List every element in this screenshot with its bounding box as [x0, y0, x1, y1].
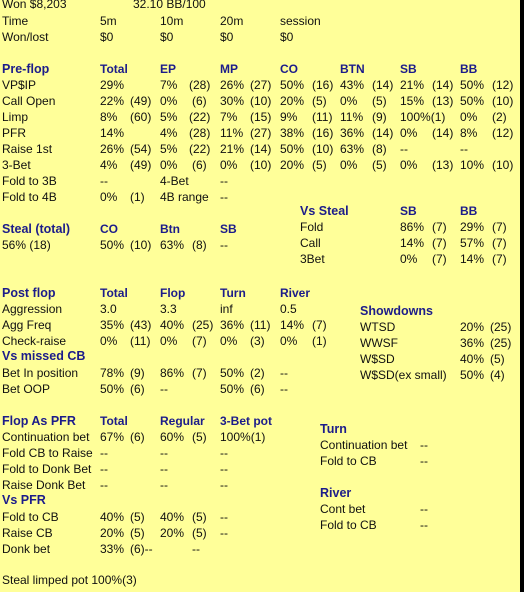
stat-value: 20% — [280, 94, 305, 108]
stat-value: 0% — [400, 158, 418, 172]
stat-value: 7% — [160, 78, 178, 92]
stat-value: 50% — [460, 368, 485, 382]
stat-count: (25) — [192, 318, 214, 332]
stat-label: Check-raise — [2, 334, 67, 348]
stat-value: 0% — [280, 334, 298, 348]
stat-value: -- — [220, 174, 228, 188]
stat-count: (15) — [250, 110, 272, 124]
stat-value: 3.3 — [160, 302, 177, 316]
preflop-header-bb: BB — [460, 62, 478, 76]
stat-label: Call Open — [2, 94, 56, 108]
stat-label: W$SD(ex small) — [360, 368, 447, 382]
stat-label: W$SD — [360, 352, 395, 366]
stat-count: (5) — [192, 510, 207, 524]
stat-value: 43% — [340, 78, 365, 92]
stat-value: -- — [460, 142, 468, 156]
wonlost-label: Won/lost — [2, 30, 49, 44]
stat-value: -- — [160, 382, 168, 396]
stat-value: -- — [220, 238, 228, 252]
stat-count: (11) — [312, 110, 333, 124]
stat-value: 29% — [460, 220, 485, 234]
stat-count: (7) — [312, 318, 327, 332]
stat-value: 86% — [160, 366, 185, 380]
preflop-header-sb: SB — [400, 62, 417, 76]
stat-value: 50% — [460, 78, 485, 92]
stat-value: 11% — [220, 126, 244, 140]
stat-count: (1) — [130, 190, 145, 204]
stat-count: (10) — [492, 94, 514, 108]
stat-value: 33% — [100, 542, 125, 556]
stat-value: 9% — [280, 110, 298, 124]
stat-count: (43) — [130, 318, 152, 332]
stat-value: 0% — [160, 94, 178, 108]
stat-count: (5) — [192, 430, 207, 444]
stat-value: 50% — [460, 94, 485, 108]
stat-value: 29% — [100, 78, 125, 92]
stat-value: 0% — [340, 158, 358, 172]
stat-value: 63% — [160, 238, 185, 252]
stat-value: 8% — [100, 110, 118, 124]
stat-value: 86% — [400, 220, 425, 234]
preflop-header-btn: BTN — [340, 62, 365, 76]
stat-label: Fold to 4B — [2, 190, 57, 204]
stat-count: (49) — [130, 94, 152, 108]
stat-value: 21% — [400, 78, 425, 92]
stat-label: Fold to 3B — [2, 174, 57, 188]
stat-value: -- — [220, 446, 228, 460]
stat-value: 14% — [280, 318, 305, 332]
stat-label: 4B range — [160, 190, 209, 204]
stat-value: -- — [420, 438, 428, 452]
stat-count: (14) — [372, 126, 394, 140]
vs-missed-cb-title: Vs missed CB — [2, 349, 86, 363]
stat-count: (10) — [250, 158, 272, 172]
stat-value: 100%(1) — [400, 110, 446, 124]
stat-value: -- — [192, 542, 200, 556]
time-col-5m: 5m — [100, 14, 117, 28]
stat-value: 20% — [100, 526, 125, 540]
steal-header-btn: Btn — [160, 222, 180, 236]
stat-count: (16) — [312, 126, 334, 140]
stat-count: (5) — [372, 158, 387, 172]
stat-value: -- — [420, 502, 428, 516]
stat-value: 4% — [100, 158, 118, 172]
stat-value: 14% — [100, 126, 125, 140]
stat-count: (14) — [372, 78, 394, 92]
stat-value: -- — [160, 462, 168, 476]
stat-label: PFR — [2, 126, 26, 140]
stat-value: 0% — [160, 158, 178, 172]
stat-value: 40% — [160, 318, 185, 332]
preflop-header-ep: EP — [160, 62, 177, 76]
stat-count: (14) — [250, 142, 272, 156]
stat-value: 26% — [220, 78, 245, 92]
stat-count: (6) — [250, 382, 265, 396]
stat-value: -- — [220, 510, 228, 524]
stat-label: Agg Freq — [2, 318, 52, 332]
stat-label: WWSF — [360, 336, 398, 350]
stat-value: 30% — [220, 94, 245, 108]
stat-label: VP$IP — [2, 78, 37, 92]
stat-value: 21% — [220, 142, 245, 156]
time-label: Time — [2, 14, 29, 28]
vs-steal-header-bb: BB — [460, 204, 478, 218]
wonlost-5m: $0 — [100, 30, 114, 44]
stat-value: -- — [220, 526, 228, 540]
preflop-header-total: Total — [100, 62, 128, 76]
vs-pfr-title: Vs PFR — [2, 493, 46, 507]
stat-value: 7% — [220, 110, 238, 124]
stat-value: 0% — [100, 334, 118, 348]
stat-label: Aggression — [2, 302, 63, 316]
stat-value: 0% — [100, 190, 118, 204]
steal-header-co: CO — [100, 222, 118, 236]
stat-value: -- — [400, 142, 408, 156]
stat-value: 63% — [340, 142, 365, 156]
time-col-session: session — [280, 14, 321, 28]
stat-count: (14) — [432, 78, 454, 92]
postflop-header-river: River — [280, 286, 311, 300]
stat-count: (14) — [432, 126, 454, 140]
stat-value: 56% (18) — [2, 238, 51, 252]
stat-value: 35% — [100, 318, 125, 332]
stat-value: 20% — [280, 158, 305, 172]
stat-count: (49) — [130, 158, 152, 172]
postflop-header-flop: Flop — [160, 286, 186, 300]
stat-count: (7) — [492, 236, 507, 250]
stat-label: Fold to CB — [2, 510, 59, 524]
steal-total-title: Steal (total) — [2, 222, 71, 236]
stat-label: 4-Bet — [160, 174, 189, 188]
stat-count: (60) — [130, 110, 152, 124]
stat-value: 15% — [400, 94, 425, 108]
stat-value: 36% — [460, 336, 485, 350]
stat-value: 57% — [460, 236, 485, 250]
stat-value: 0% — [220, 334, 238, 348]
stat-count: (7) — [192, 334, 207, 348]
stat-count: (25) — [490, 320, 512, 334]
stat-value: 50% — [280, 142, 305, 156]
stat-label: WTSD — [360, 320, 396, 334]
stat-count: (5) — [130, 510, 145, 524]
stat-count: (8) — [372, 142, 387, 156]
stat-label: Fold to CB — [320, 454, 377, 468]
stat-value: 40% — [460, 352, 485, 366]
stat-label: 3Bet — [300, 252, 325, 266]
stat-value: 0% — [460, 110, 478, 124]
bb-per-100: 32.10 BB/100 — [133, 0, 206, 11]
stat-value: 3.0 — [100, 302, 117, 316]
stat-count: (5) — [372, 94, 387, 108]
stat-value: -- — [280, 366, 288, 380]
flop-pfr-header-3bet-pot: 3-Bet pot — [220, 414, 272, 428]
stat-count: (5) — [192, 526, 207, 540]
stat-label: Continuation bet — [2, 430, 90, 444]
stat-value: -- — [160, 478, 168, 492]
stat-label: Raise 1st — [2, 142, 53, 156]
stat-value: 14% — [400, 236, 425, 250]
stat-label: Bet In position — [2, 366, 79, 380]
stat-count: (54) — [130, 142, 152, 156]
stat-count: (10) — [250, 94, 272, 108]
stat-label: Continuation bet — [320, 438, 408, 452]
stat-value: -- — [100, 174, 108, 188]
stat-count: (13) — [432, 158, 454, 172]
stat-value: 0% — [400, 126, 418, 140]
stat-label: Fold to Donk Bet — [2, 462, 92, 476]
showdowns-title: Showdowns — [360, 304, 433, 318]
stat-value: 20% — [460, 320, 485, 334]
stat-count: (5) — [130, 526, 145, 540]
preflop-title: Pre-flop — [2, 62, 50, 76]
stat-value: 0.5 — [280, 302, 297, 316]
stat-value: 0% — [340, 94, 358, 108]
stat-value: -- — [100, 446, 108, 460]
time-col-10m: 10m — [160, 14, 184, 28]
stat-value: 10% — [460, 158, 485, 172]
stat-value: 0% — [160, 334, 178, 348]
stat-label: Raise CB — [2, 526, 53, 540]
stat-count: (16) — [312, 78, 334, 92]
stat-value: -- — [220, 190, 228, 204]
vs-steal-title: Vs Steal — [300, 204, 349, 218]
stat-count: (5) — [312, 158, 327, 172]
stat-count: (11) — [130, 334, 151, 348]
stat-value: 5% — [160, 110, 178, 124]
stat-label: Fold CB to Raise — [2, 446, 93, 460]
stat-label: Call — [300, 236, 321, 250]
stat-count: (7) — [432, 236, 447, 250]
stat-count: (6) — [192, 94, 207, 108]
stat-value: 26% — [100, 142, 125, 156]
stat-count: (22) — [189, 110, 211, 124]
stat-count: (9) — [130, 366, 145, 380]
stat-label: Bet OOP — [2, 382, 51, 396]
stat-value: 50% — [280, 78, 305, 92]
stat-label: Cont bet — [320, 502, 366, 516]
stat-label: Limp — [2, 110, 29, 124]
steal-header-sb: SB — [220, 222, 237, 236]
window-edge — [520, 0, 524, 592]
preflop-header-co: CO — [280, 62, 298, 76]
stat-count: (7) — [432, 252, 447, 266]
stat-count: (11) — [250, 318, 271, 332]
stat-count: (22) — [189, 142, 211, 156]
river-title: River — [320, 486, 352, 500]
stat-label: Raise Donk Bet — [2, 478, 86, 492]
steal-limped-pot: Steal limped pot 100%(3) — [2, 573, 137, 587]
stat-value: 38% — [280, 126, 305, 140]
stat-value: 78% — [100, 366, 125, 380]
stat-count: (6) — [130, 430, 145, 444]
stat-count: (27) — [250, 78, 272, 92]
stat-value: 50% — [100, 382, 125, 396]
stat-value: -- — [100, 478, 108, 492]
stat-count: (4) — [490, 368, 505, 382]
wonlost-session: $0 — [280, 30, 294, 44]
stat-count: (6) — [130, 382, 145, 396]
stat-value: 0% — [400, 252, 418, 266]
stat-value: 50% — [220, 382, 245, 396]
stat-value: -- — [280, 382, 288, 396]
stat-value: 22% — [100, 94, 125, 108]
stat-count: (3) — [250, 334, 265, 348]
flop-pfr-title: Flop As PFR — [2, 414, 76, 428]
stat-label: Fold — [300, 220, 324, 234]
stat-value: 20% — [160, 526, 185, 540]
stat-count: (12) — [492, 126, 514, 140]
stat-count: (7) — [492, 252, 507, 266]
stat-count: (7) — [432, 220, 447, 234]
postflop-header-total: Total — [100, 286, 128, 300]
flop-pfr-header-total: Total — [100, 414, 128, 428]
stat-value: 14% — [460, 252, 485, 266]
stat-value: 8% — [460, 126, 478, 140]
stat-value: 36% — [340, 126, 365, 140]
stat-value: -- — [220, 462, 228, 476]
stat-count: (10) — [130, 238, 152, 252]
stat-count: (8) — [192, 238, 207, 252]
stat-value: -- — [100, 462, 108, 476]
stat-count: (10) — [312, 142, 334, 156]
stat-value: 36% — [220, 318, 245, 332]
stat-count: (5) — [312, 94, 327, 108]
stat-value: 67% — [100, 430, 125, 444]
stat-value: -- — [220, 478, 228, 492]
turn-title: Turn — [320, 422, 347, 436]
stat-value: 100%(1) — [220, 430, 266, 444]
stat-value: 50% — [220, 366, 245, 380]
stat-value: 40% — [100, 510, 125, 524]
stat-value: 0% — [220, 158, 238, 172]
flop-pfr-header-regular: Regular — [160, 414, 205, 428]
stat-count: (9) — [372, 110, 387, 124]
vs-steal-header-sb: SB — [400, 204, 417, 218]
wonlost-10m: $0 — [160, 30, 174, 44]
stat-count: (7) — [492, 220, 507, 234]
stat-count: (13) — [432, 94, 454, 108]
stat-value: 5% — [160, 142, 178, 156]
stat-count: (7) — [192, 366, 207, 380]
stat-count: (6)-- — [130, 542, 153, 556]
stat-label: Fold to CB — [320, 518, 377, 532]
stat-count: (2) — [250, 366, 265, 380]
time-col-20m: 20m — [220, 14, 244, 28]
stat-value: 40% — [160, 510, 185, 524]
stat-count: (28) — [189, 126, 211, 140]
postflop-title: Post flop — [2, 286, 56, 300]
stat-value: 11% — [340, 110, 364, 124]
stat-value: -- — [420, 454, 428, 468]
stat-value: 50% — [100, 238, 125, 252]
stat-count: (28) — [189, 78, 211, 92]
preflop-header-mp: MP — [220, 62, 238, 76]
stat-value: inf — [220, 302, 233, 316]
stat-label: Donk bet — [2, 542, 51, 556]
stat-count: (10) — [492, 158, 514, 172]
stat-count: (5) — [490, 352, 505, 366]
stat-count: (25) — [490, 336, 512, 350]
stat-value: -- — [420, 518, 428, 532]
stat-count: (6) — [192, 158, 207, 172]
stat-count: (2) — [492, 110, 507, 124]
postflop-header-turn: Turn — [220, 286, 246, 300]
stat-value: 4% — [160, 126, 178, 140]
won-amount: Won $8,203 — [2, 0, 67, 11]
stat-value: 60% — [160, 430, 185, 444]
wonlost-20m: $0 — [220, 30, 234, 44]
stat-value: -- — [160, 446, 168, 460]
stat-count: (12) — [492, 78, 514, 92]
stat-count: (1) — [312, 334, 327, 348]
stat-label: 3-Bet — [2, 158, 31, 172]
stat-count: (27) — [250, 126, 272, 140]
